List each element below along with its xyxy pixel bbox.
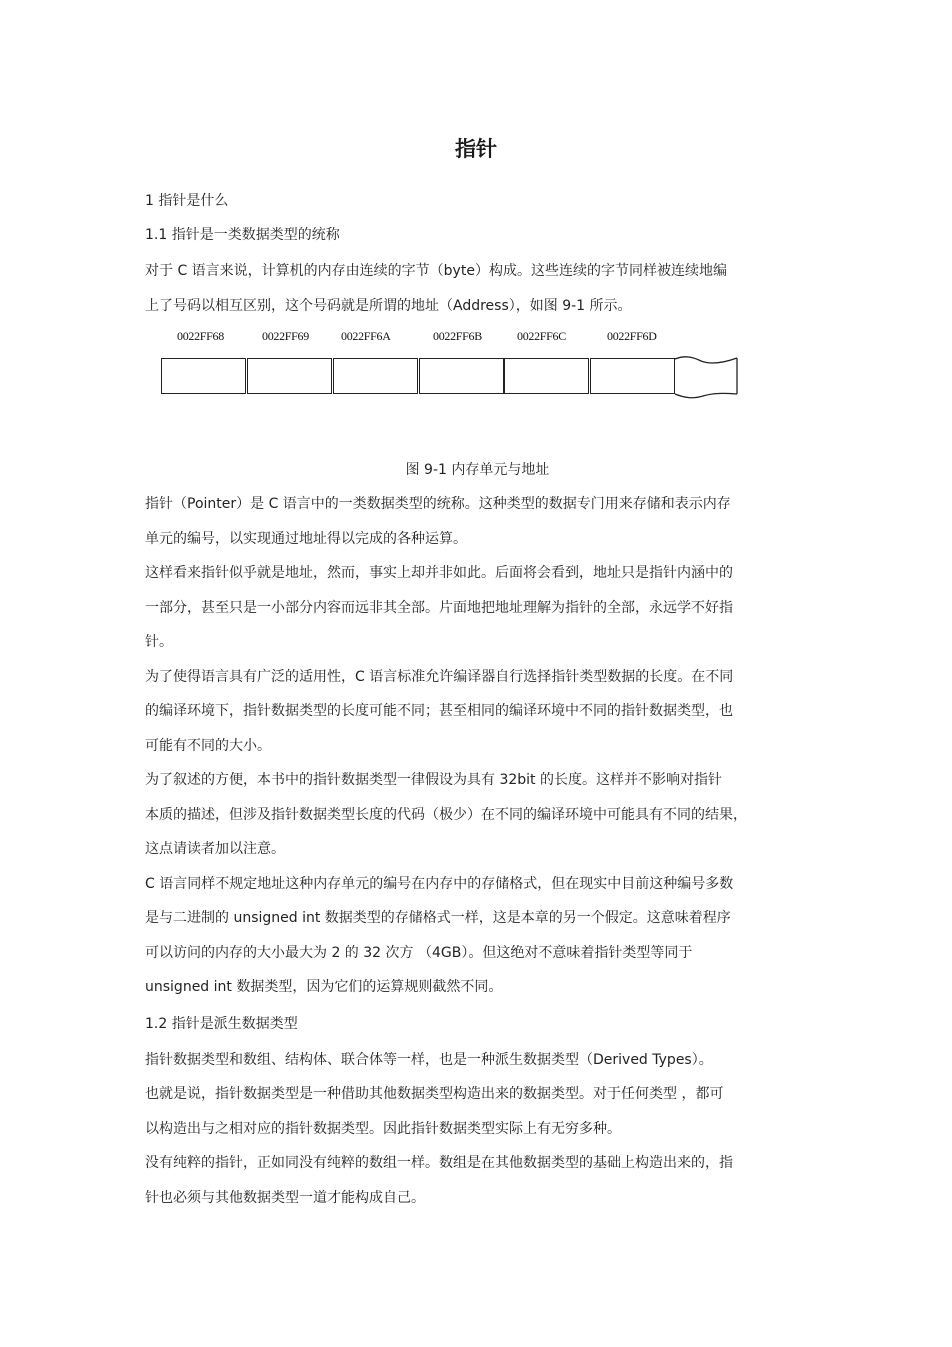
paragraph-line: 没有纯粹的指针，正如同没有纯粹的数组一样。数组是在其他数据类型的基础上构造出来的，指 — [145, 1155, 733, 1171]
document-body — [145, 188, 810, 1215]
figure-address-label: 0022FF69 — [262, 329, 309, 343]
paragraph-line: 也就是说，指针数据类型是一种借助其他数据类型构造出来的数据类型。对于任何类型 ，都可 — [145, 1086, 724, 1102]
paragraph-line: unsigned int 数据类型，因为它们的运算规则截然不同。 — [145, 979, 503, 995]
paragraph-line: 的编译环境下，指针数据类型的长度可能不同；甚至相同的编译环境中不同的指针数据类型，也 — [145, 703, 733, 719]
paragraph — [145, 763, 810, 867]
paragraph — [145, 1043, 810, 1147]
memory-cell — [247, 358, 332, 394]
paragraph-line: 对于 C 语言来说，计算机的内存由连续的字节（byte）构成。这些连续的字节同样被连续地编 — [145, 263, 727, 279]
paragraph-line: 是与二进制的 unsigned int 数据类型的存储格式一样，这是本章的另一个假定。这意味着程序 — [145, 910, 731, 926]
page-title: 指针 — [455, 137, 497, 161]
paragraph — [145, 867, 810, 1005]
memory-cell — [590, 358, 675, 394]
paragraph-line: 针也必须与其他数据类型一道才能构成自己。 — [145, 1189, 425, 1206]
memory-cell — [333, 358, 418, 394]
paragraph-line: 可以访问的内存的大小最大为 2 的 32 次方 （4GB）。但这绝对不意味着指针类型等同于 — [145, 944, 693, 961]
paragraph-line: 指针数据类型和数组、结构体、联合体等一样，也是一种派生数据类型（Derived Types）。 — [145, 1051, 713, 1068]
paragraph-line: 这点请读者加以注意。 — [145, 841, 285, 857]
paragraph-line: 这样看来指针似乎就是地址，然而，事实上却并非如此。后面将会看到，地址只是指针内涵中的 — [145, 565, 733, 581]
paragraph — [145, 487, 810, 556]
figure-address-label: 0022FF68 — [177, 329, 224, 343]
paragraph-line: 针。 — [145, 634, 173, 650]
paragraph-line: 上了号码以相互区别，这个号码就是所谓的地址（Address），如图 9-1 所示。 — [145, 297, 632, 314]
figure-address-label: 0022FF6D — [607, 329, 657, 343]
figure-caption: 图 9-1 内存单元与地址 — [405, 462, 550, 478]
paragraph-line: C 语言同样不规定地址这种内存单元的编号在内存中的存储格式，但在现实中目前这种编号多数 — [145, 875, 734, 892]
section-heading-1-1: 1.1 指针是一类数据类型的统称 — [145, 227, 340, 243]
paragraph-line: 本质的描述，但涉及指针数据类型长度的代码（极少）在不同的编译环境中可能具有不同的结果， — [145, 806, 747, 823]
paragraph-intro — [145, 254, 810, 323]
figure-address-label: 0022FF6C — [517, 329, 566, 343]
memory-continuation-break — [675, 353, 741, 403]
figure-address-label: 0022FF6A — [341, 329, 391, 343]
section-heading-1: 1 指针是什么 — [145, 193, 229, 209]
paragraph-line: 指针（Pointer）是 C 语言中的一类数据类型的统称。这种类型的数据专门用来存储和表示内存 — [145, 496, 731, 512]
paragraph — [145, 1146, 810, 1215]
paragraph-line: 为了叙述的方便，本书中的指针数据类型一律假设为具有 32bit 的长度。这样并不影响对指针 — [145, 772, 722, 788]
paragraph-line: 单元的编号，以实现通过地址得以完成的各种运算。 — [145, 530, 467, 547]
section-heading-1-2: 1.2 指针是派生数据类型 — [145, 1015, 298, 1032]
figure-address-label: 0022FF6B — [433, 329, 482, 343]
memory-figure — [145, 323, 810, 478]
paragraph-line: 以构造出与之相对应的指针数据类型。因此指针数据类型实际上有无穷多种。 — [145, 1120, 621, 1137]
memory-cell — [419, 358, 504, 394]
memory-cell — [161, 358, 246, 394]
paragraph-line: 可能有不同的大小。 — [145, 737, 271, 754]
memory-cell — [504, 358, 589, 394]
paragraph — [145, 556, 810, 660]
paragraph-line: 为了使得语言具有广泛的适用性，C 语言标准允许编译器自行选择指针类型数据的长度。在不同 — [145, 668, 734, 685]
paragraph — [145, 660, 810, 764]
paragraph-line: 一部分，甚至只是一小部分内容而远非其全部。片面地把地址理解为指针的全部，永远学不好指 — [145, 599, 733, 616]
